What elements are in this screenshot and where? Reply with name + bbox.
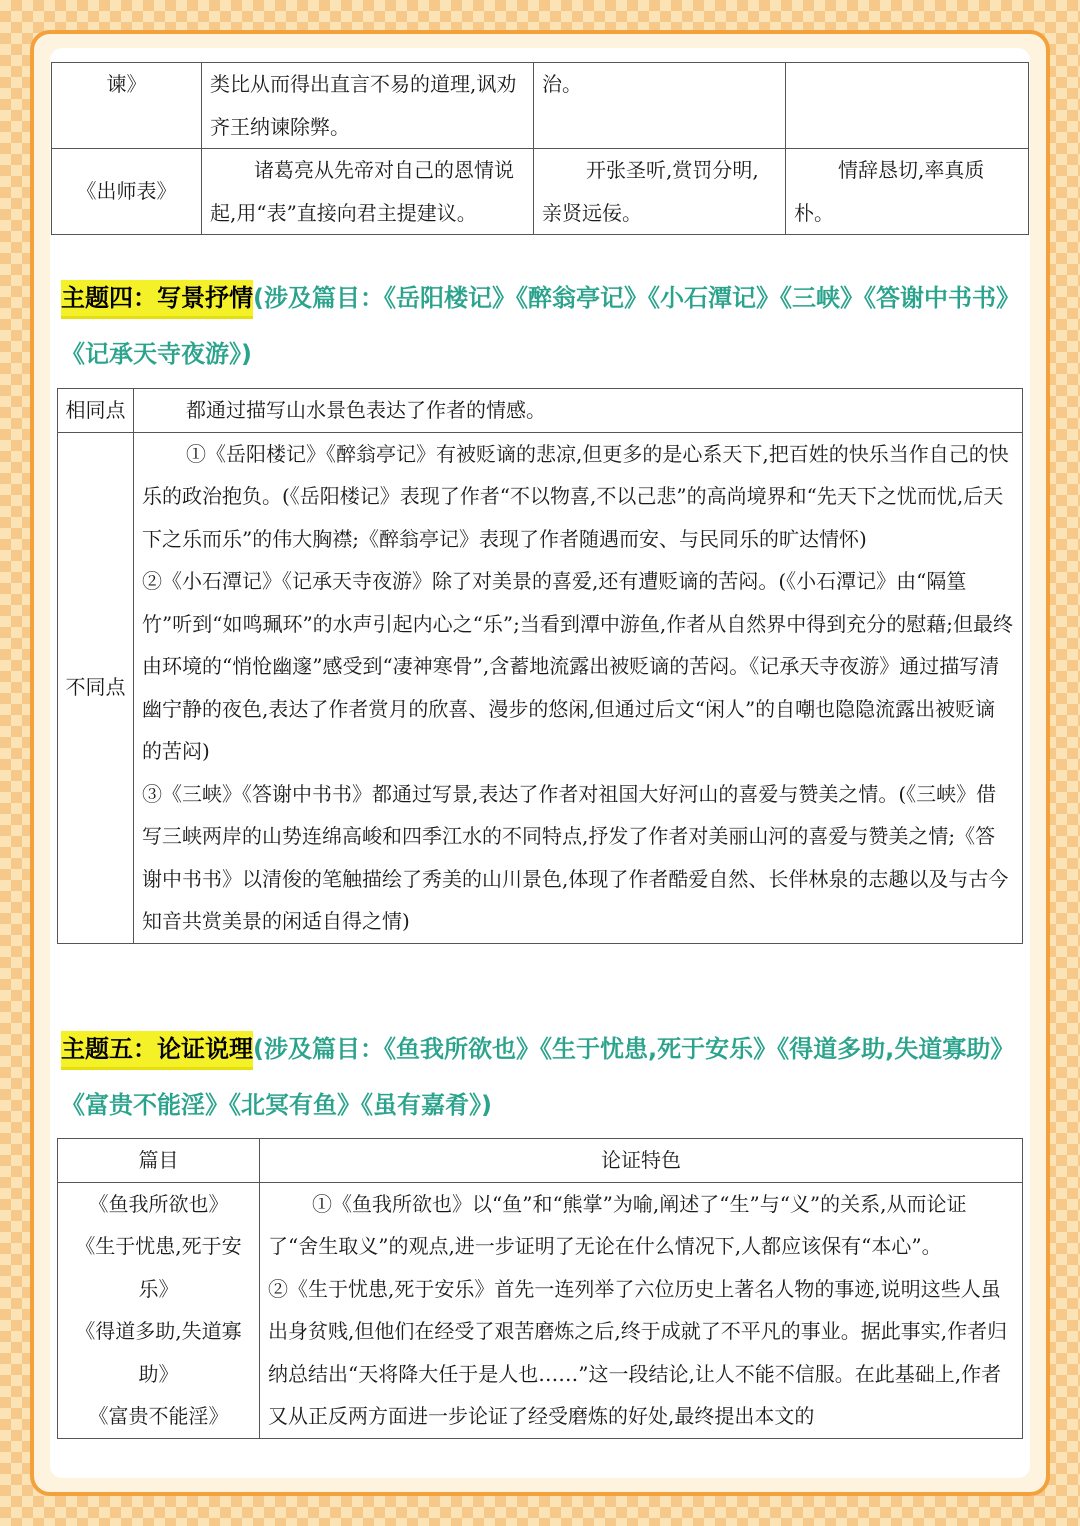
table-header-row [58,1139,1023,1183]
paragraph: ①《岳阳楼记》《醉翁亭记》有被贬谪的悲凉,但更多的是心系天下,把百姓的快乐当作自己的快乐的政治抱负。(《岳阳楼记》表现了作者“不以物喜,不以己悲”的高尚境界和“先天下之忧而忧,后天下之乐而乐”的伟大胸襟;《醉翁亭记》表现了作者随遇而安、与民同乐的旷达情怀) [142,441,1009,551]
theme-4-table [57,388,1023,944]
column-header-features: 论证特色 [260,1139,1023,1183]
paragraph: ②《小石潭记》《记承天寺夜游》除了对美景的喜爱,还有遭贬谪的苦闷。(《小石潭记》由“隔篁竹”听到“如鸣珮环”的水声引起内心之“乐”;当看到潭中游鱼,作者从自然界中得到充分的慰藉;但最终由环境的“悄怆幽邃”感受到“凄神寒骨”,含蓄地流露出被贬谪的苦闷。《记承天寺夜游》通过描写清幽宁静的夜色,表达了作者赏月的欣喜、漫步的悠闲,但通过后文“闲人”的自嘲也隐隐流露出被贬谪的苦闷) [142,569,1013,763]
table-cell: 情辞恳切,率真质朴。 [786,149,1029,235]
section-heading-theme-5 [61,1021,1026,1133]
article-title: 《生于忧患,死于安乐》 [75,1234,242,1301]
table-cell: 诸葛亮从先帝对自己的恩情说起,用“表”直接向君主提建议。 [202,149,534,235]
table-cell: 类比从而得出直言不易的道理,讽劝齐王纳谏除弊。 [202,63,534,149]
article-title: 《鱼我所欲也》 [88,1191,229,1216]
table-row [52,149,1029,235]
theme-tag: 主题四：写景抒情 [61,280,253,319]
column-header-articles: 篇目 [58,1139,260,1183]
table-cell-title: 《出师表》 [52,149,202,235]
comparison-table-continued [51,62,1029,235]
paragraph: ②《生于忧患,死于安乐》首先一连列举了六位历史上著名人物的事迹,说明这些人虽出身贫贱,但他们在经受了艰苦磨炼之后,终于成就了不平凡的事业。据此事实,作者归纳总结出“天将降大任于是人也……”这一段结论,让人不能不信服。在此基础上,作者又从正反两方面进一步论证了经受磨炼的好处,最终提出本文的 [268,1276,1008,1428]
row-label-different: 不同点 [58,432,134,943]
theme-articles: (涉及篇目：《岳阳楼记》《醉翁亭记》《小石潭记》《三峡》《答谢中书书》《记承天寺夜游》) [61,284,1020,368]
table-cell: 治。 [534,63,786,149]
theme-articles: (涉及篇目：《鱼我所欲也》《生于忧患,死于安乐》《得道多助,失道寡助》《富贵不能淫》《北冥有鱼》《虽有嘉肴》) [61,1035,1015,1119]
table-row [58,432,1023,943]
table-cell: 开张圣听,赏罚分明,亲贤远佞。 [534,149,786,235]
section-heading-theme-4 [61,270,1026,382]
theme-tag: 主题五：论证说理 [61,1031,253,1070]
document-page [50,48,1030,1478]
table-row [58,1182,1023,1438]
paragraph: ③《三峡》《答谢中书书》都通过写景,表达了作者对祖国大好河山的喜爱与赞美之情。(《三峡》借写三峡两岸的山势连绵高峻和四季江水的不同特点,抒发了作者对美丽山河的喜爱与赞美之情;《答谢中书书》以清俊的笔触描绘了秀美的山川景色,体现了作者酷爱自然、长伴林泉的志趣以及与古今知音共赏美景的闲适自得之情) [142,781,1009,933]
article-titles-cell [58,1182,260,1438]
argument-features-cell [260,1182,1023,1438]
different-points-cell [134,432,1023,943]
theme-5-table [57,1138,1023,1439]
table-cell-title: 谏》 [52,63,202,149]
article-title: 《富贵不能淫》 [88,1404,229,1428]
table-cell [786,63,1029,149]
table-row [58,389,1023,433]
same-points-text: 都通过描写山水景色表达了作者的情感。 [134,389,1023,433]
table-row [52,63,1029,149]
paragraph: ①《鱼我所欲也》以“鱼”和“熊掌”为喻,阐述了“生”与“义”的关系,从而论证了“舍生取义”的观点,进一步证明了无论在什么情况下,人都应该保有“本心”。 [268,1191,967,1258]
article-title: 《得道多助,失道寡助》 [75,1319,242,1386]
row-label-same: 相同点 [58,389,134,433]
